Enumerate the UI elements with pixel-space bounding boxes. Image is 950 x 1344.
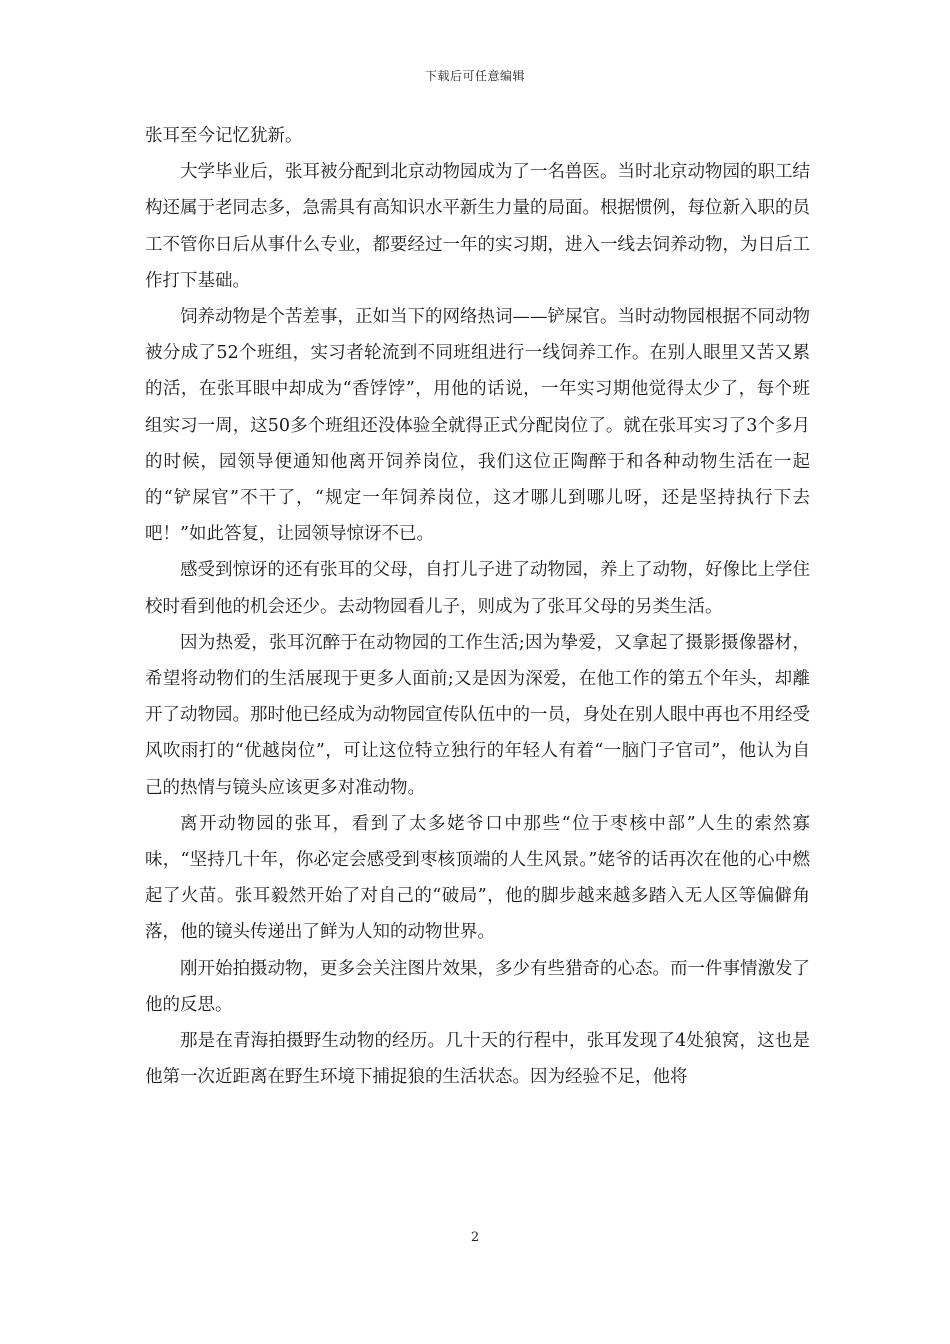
paragraph: 大学毕业后，张耳被分配到北京动物园成为了一名兽医。当时北京动物园的职工结构还属于老同志多，急需具有高知识水平新生力量的局面。根据惯例，每位新入职的员工不管你日后从事什么专业，都要经过一年的实习期，进入一线去饲养动物，为日后工作打下基础。 [145, 162, 810, 291]
document-body [145, 118, 810, 1095]
page-header: 下载后可任意编辑 [424, 69, 525, 83]
paragraph: 离开动物园的张耳，看到了太多姥爷口中那些“位于枣核中部”人生的索然寡味，“坚持几十年，你必定会感受到枣核顶端的人生风景。”姥爷的话再次在他的心中燃起了火苗。张耳毅然开始了对自己的“破局”，他的脚步越来越多踏入无人区等偏僻角落，他的镜头传递出了鲜为人知的动物世界。 [145, 813, 810, 943]
paragraph: 饲养动物是个苦差事，正如当下的网络热词——铲屎官。当时动物园根据不同动物被分成了52个班组，实习者轮流到不同班组进行一线饲养工作。在别人眼里又苦又累的活，在张耳眼中却成为“香饽饽”，用他的话说，一年实习期他觉得太少了，每个班组实习一周，这50多个班组还没体验全就得正式分配岗位了。就在张耳实习了3个多月的时候，园领导便通知他离开饲养岗位，我们这位正陶醉于和各种动物生活在一起的“铲屎官”不干了，“规定一年饲养岗位，这才哪儿到哪儿呀，还是坚持执行下去吧！”如此答复，让园领导惊讶不已。 [145, 307, 810, 545]
paragraph: 因为热爱，张耳沉醉于在动物园的工作生活;因为挚爱，又拿起了摄影摄像器材，希望将动物们的生活展现于更多人面前;又是因为深爱，在他工作的第五个年头，却離开了动物园。那时他已经成为动物园宣传队伍中的一员，身处在别人眼中再也不用经受风吹雨打的“优越岗位”，可让这位特立独行的年轻人有着“一脑门子官司”，他认为自己的热情与镜头应该更多对准动物。 [145, 632, 810, 798]
page-number: 2 [470, 1230, 480, 1245]
paragraph: 感受到惊讶的还有张耳的父母，自打儿子进了动物园，养上了动物，好像比上学住校时看到他的机会还少。去动物园看儿子，则成为了张耳父母的另类生活。 [145, 560, 810, 617]
paragraph: 张耳至今记忆犹新。 [145, 126, 303, 146]
paragraph: 那是在青海拍摄野生动物的经历。几十天的行程中，张耳发现了4处狼窝，这也是他第一次近距离在野生环境下捕捉狼的生活状态。因为经验不足，他将 [145, 1031, 810, 1088]
paragraph: 刚开始拍摄动物，更多会关注图片效果，多少有些猎奇的心态。而一件事情激发了他的反思。 [145, 958, 810, 1015]
